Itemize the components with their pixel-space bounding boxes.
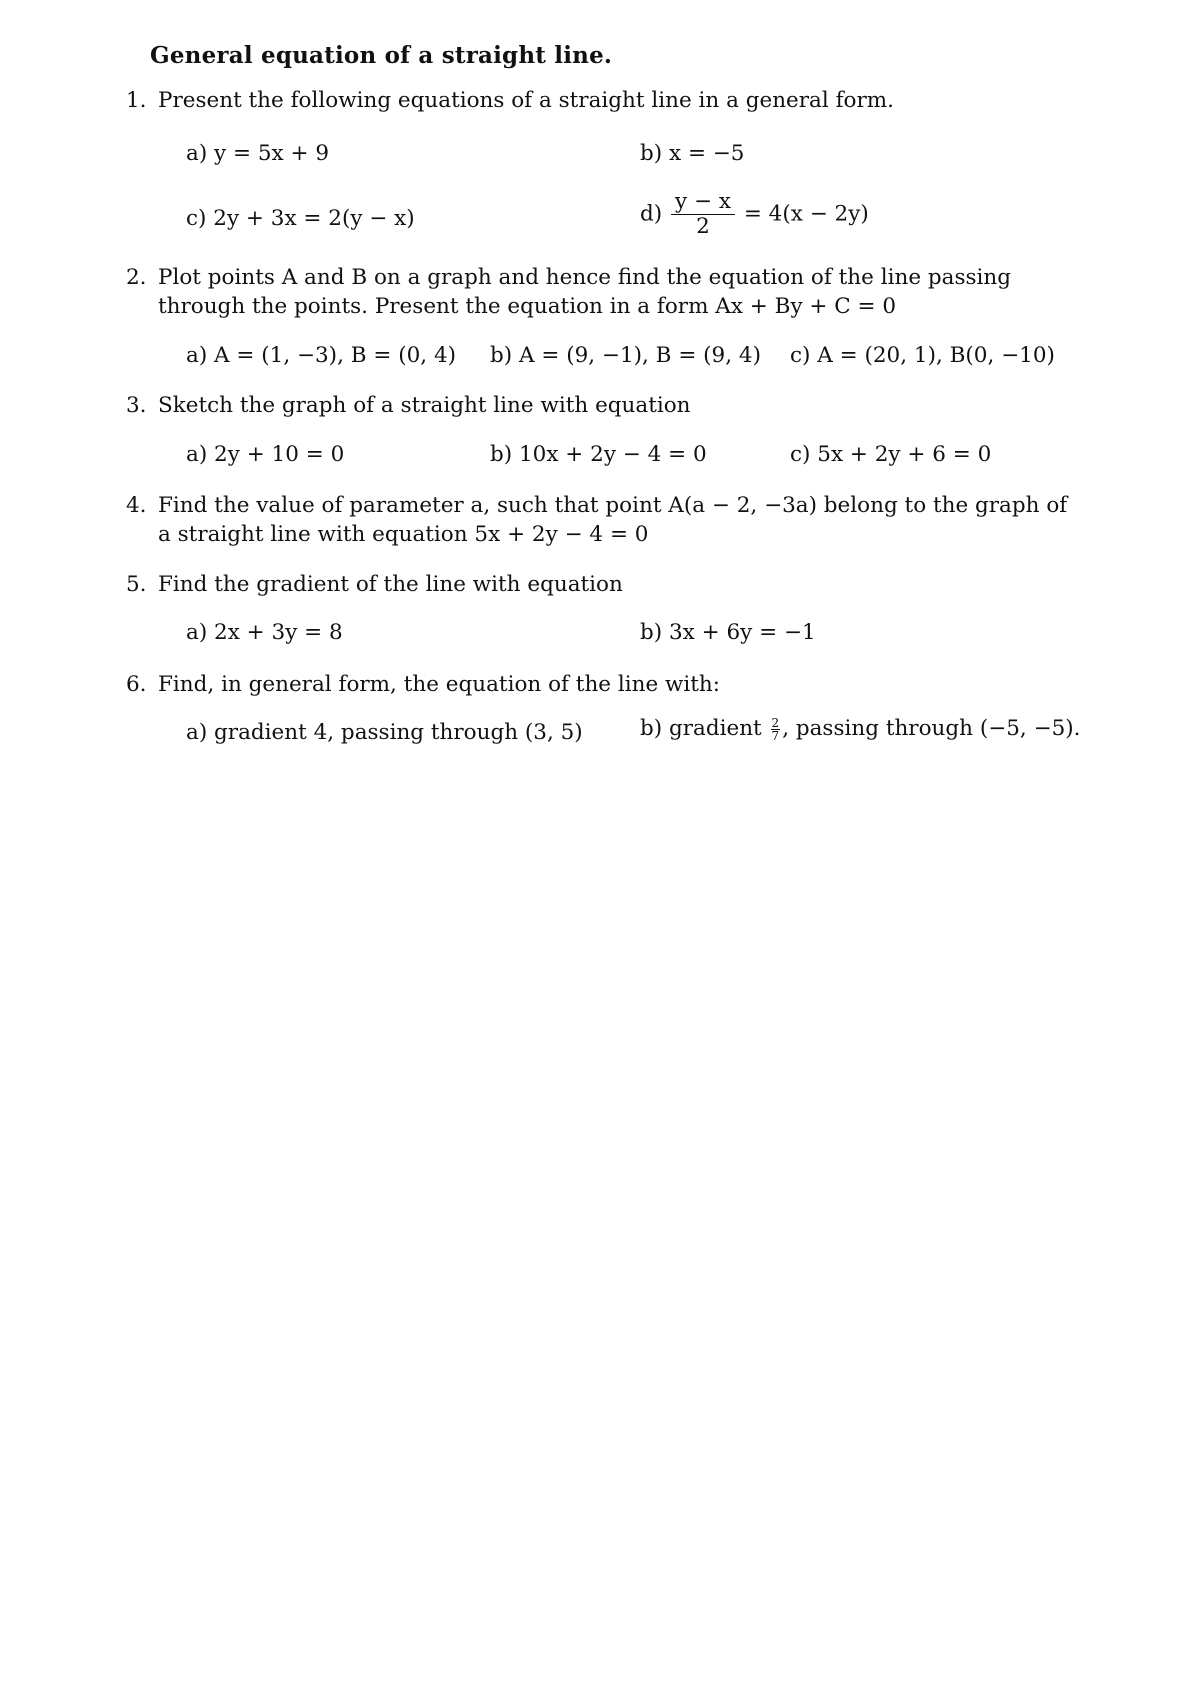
q1-part-b: b) x = −5	[640, 141, 745, 166]
fraction-denominator: 7	[771, 728, 780, 743]
q2-part-b: b) A = (9, −1), B = (9, 4)	[490, 343, 761, 368]
q3-part-b: b) 10x + 2y − 4 = 0	[490, 442, 707, 467]
question-text: Find, in general form, the equation of the line with:	[158, 672, 721, 697]
question-number: 5.	[126, 572, 147, 597]
q1-part-a: a) y = 5x + 9	[186, 141, 330, 166]
question-text: Plot points A and B on a graph and hence find the equation of the line passing through the points. Present the equation in a form Ax + By + C = 0	[158, 265, 1012, 319]
part-label: b) gradient	[640, 716, 762, 741]
question-text: Find the gradient of the line with equation	[158, 572, 623, 597]
part-rest: , passing through (−5, −5).	[782, 716, 1081, 741]
equation-rest: = 4(x − 2y)	[743, 201, 869, 227]
q5-part-a: a) 2x + 3y = 8	[186, 620, 343, 645]
question-6	[126, 670, 1086, 699]
fraction	[771, 717, 781, 742]
fraction-denominator: 2	[696, 214, 710, 239]
question-text: Find the value of parameter a, such that point A(a − 2, −3a) belong to the graph of a straight line with equation 5x + 2y − 4 = 0	[158, 493, 1068, 547]
q6-part-b	[640, 716, 1081, 742]
fraction-numerator: y − x	[671, 190, 735, 215]
question-2	[126, 263, 1086, 321]
question-number: 6.	[126, 672, 147, 697]
question-1	[126, 86, 1086, 115]
question-text: Present the following equations of a straight line in a general form.	[158, 88, 894, 113]
question-3	[126, 391, 1086, 420]
fraction-numerator: 2	[771, 715, 780, 730]
fraction	[671, 190, 735, 239]
question-number: 1.	[126, 88, 147, 113]
q3-part-c: c) 5x + 2y + 6 = 0	[790, 442, 992, 467]
q2-part-c: c) A = (20, 1), B(0, −10)	[790, 343, 1055, 368]
question-number: 4.	[126, 493, 147, 518]
q5-part-b: b) 3x + 6y = −1	[640, 620, 816, 645]
question-number: 2.	[126, 265, 147, 290]
q6-part-a: a) gradient 4, passing through (3, 5)	[186, 720, 583, 745]
q1-part-c: c) 2y + 3x = 2(y − x)	[186, 206, 415, 231]
q2-part-a: a) A = (1, −3), B = (0, 4)	[186, 343, 457, 368]
question-4	[126, 491, 1086, 549]
question-text: Sketch the graph of a straight line with equation	[158, 393, 691, 418]
q3-part-a: a) 2y + 10 = 0	[186, 442, 345, 467]
part-label: d)	[640, 201, 663, 227]
page-title: General equation of a straight line.	[150, 42, 613, 69]
question-number: 3.	[126, 393, 147, 418]
q1-part-d	[640, 190, 869, 239]
question-5	[126, 570, 1086, 599]
